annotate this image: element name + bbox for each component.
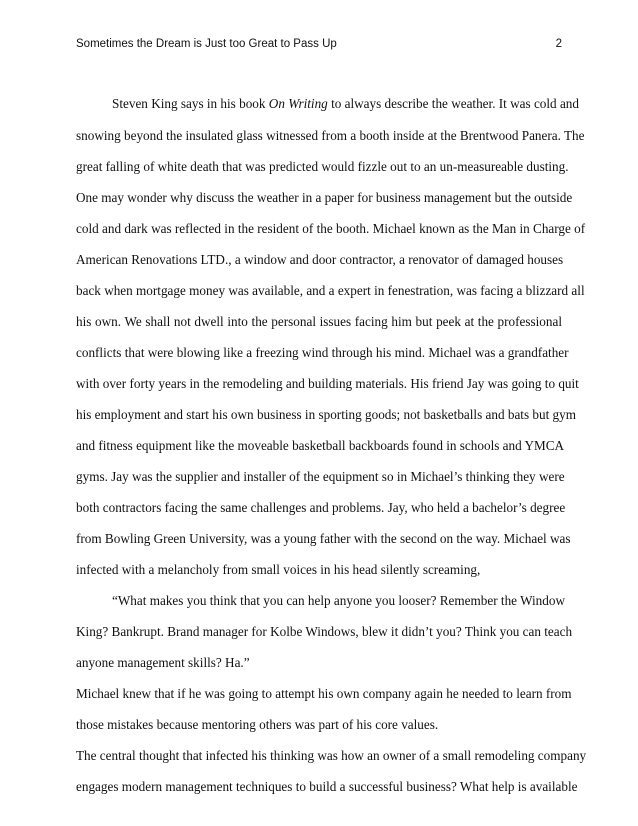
paragraph-1-line-10: with over forty years in the remodeling and building materials. His friend Jay was going to quit <box>76 376 579 391</box>
paragraph-1-line-7: back when mortgage money was available, and a expert in fenestration, was facing a blizzard all <box>76 283 585 298</box>
paragraph-3-line-2: those mistakes because mentoring others was part of his core values. <box>76 717 439 732</box>
paragraph-4-line-1: The central thought that infected his thinking was how an owner of a small remodeling company <box>76 748 587 763</box>
page-header <box>76 38 562 54</box>
text-run: to always describe the weather. It was cold and <box>327 96 579 111</box>
paragraph-2-line-2: King? Bankrupt. Brand manager for Kolbe Windows, blew it didn’t you? Think you can teach <box>76 624 573 639</box>
paragraph-1-line-13: gyms. Jay was the supplier and installer of the equipment so in Michael’s thinking they were <box>76 469 565 484</box>
paragraph-1-line-9: conflicts that were blowing like a freezing wind through his mind. Michael was a grandfather <box>76 345 569 360</box>
paragraph-1-line-16: infected with a melancholy from small voices in his head silently screaming, <box>76 562 481 577</box>
paragraph-3-line-1: Michael knew that if he was going to attempt his own company again he needed to learn from <box>76 686 572 701</box>
paragraph-2-line-3: anyone management skills? Ha.” <box>76 655 250 670</box>
paragraph-1-line-12: and fitness equipment like the moveable basketball backboards found in schools and YMCA <box>76 438 565 453</box>
paragraph-1-line-14: both contractors facing the same challenges and problems. Jay, who held a bachelor’s degree <box>76 500 566 515</box>
text-run: Steven King says in his book <box>112 96 269 111</box>
running-title: Sometimes the Dream is Just too Great to Pass Up <box>76 38 337 50</box>
paragraph-2-line-1: “What makes you think that you can help anyone you looser? Remember the Window <box>112 593 565 608</box>
paragraph-1-line-11: his employment and start his own business in sporting goods; not basketballs and bats but gym <box>76 407 576 422</box>
paragraph-1-line-2: snowing beyond the insulated glass witnessed from a booth inside at the Brentwood Panera. The <box>76 128 585 143</box>
paragraph-1-line-6: American Renovations LTD., a window and door contractor, a renovator of damaged houses <box>76 252 564 267</box>
page-number: 2 <box>555 38 562 50</box>
paragraph-1-line-15: from Bowling Green University, was a young father with the second on the way. Michael was <box>76 531 571 546</box>
paragraph-1-line-1 <box>112 96 579 112</box>
paragraph-1-line-3: great falling of white death that was predicted would fizzle out to an un-measureable dusting. <box>76 159 569 174</box>
book-title: On Writing <box>268 96 328 111</box>
paragraph-1-line-4: One may wonder why discuss the weather in a paper for business management but the outside <box>76 190 573 205</box>
paragraph-4-line-2: engages modern management techniques to build a successful business? What help is available <box>76 779 578 794</box>
paragraph-1-line-8: his own. We shall not dwell into the personal issues facing him but peek at the professional <box>76 314 562 329</box>
paragraph-1-line-5: cold and dark was reflected in the resident of the booth. Michael known as the Man in Charge of <box>76 221 586 236</box>
